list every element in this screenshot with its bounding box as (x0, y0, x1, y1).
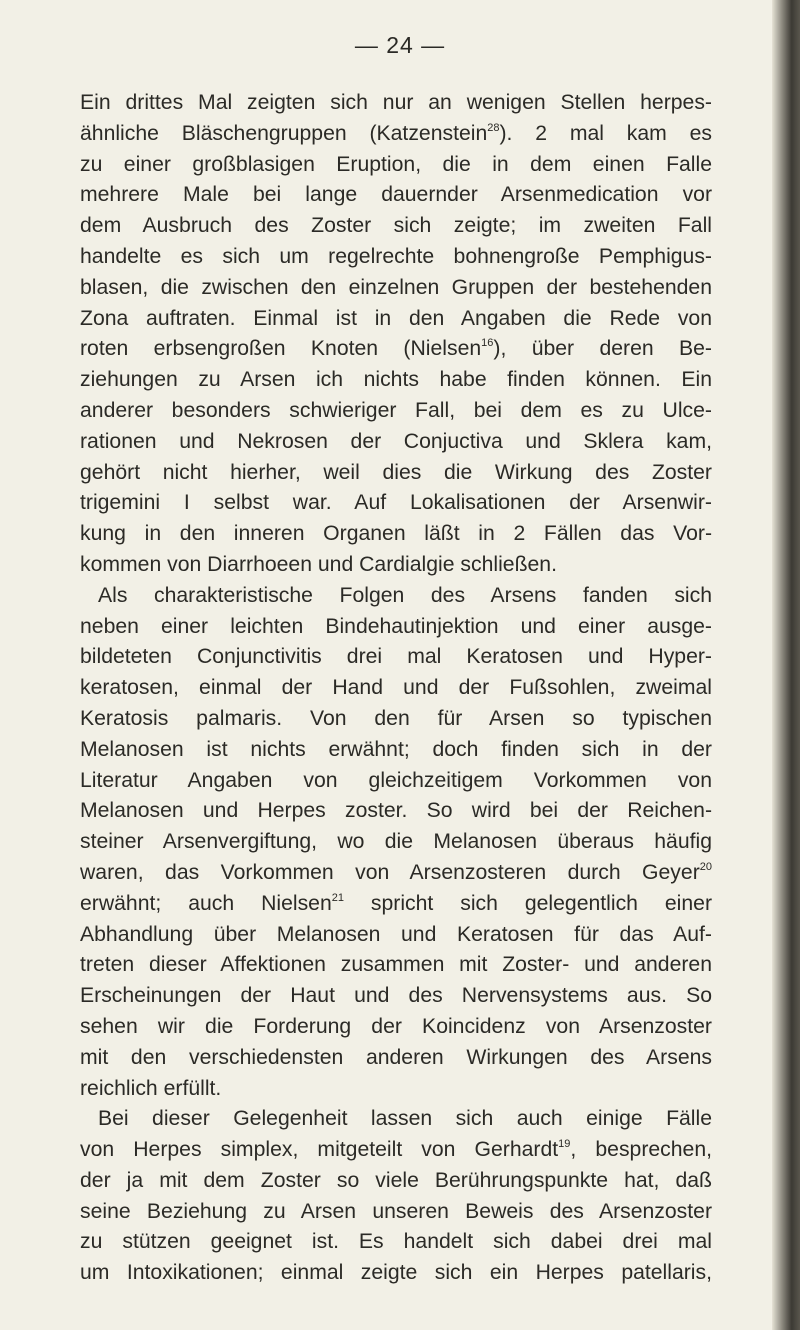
line-text-tail: ). 2 mal kam es (499, 121, 712, 145)
line-text: der ja mit dem Zoster so viele Berührungspunkte hat, daß (80, 1168, 712, 1192)
text-line (80, 211, 712, 242)
line-text: ziehungen zu Arsen ich nichts habe finden können. Ein (80, 368, 712, 392)
line-text: blasen, die zwischen den einzelnen Gruppen der bestehenden (80, 275, 712, 299)
line-text: anderer besonders schwieriger Fall, bei dem es zu Ulce- (80, 398, 712, 422)
line-text: erwähnt; auch Nielsen (80, 891, 332, 915)
text-line (80, 1012, 712, 1043)
line-text: roten erbsengroßen Knoten (Nielsen (80, 337, 482, 361)
line-text: von Herpes simplex, mitgeteilt von Gerhardt (80, 1138, 559, 1162)
line-text: neben einer leichten Bindehautinjektion und einer ausge- (80, 614, 712, 638)
line-text: zu einer großblasigen Eruption, die in dem einen Falle (80, 152, 712, 176)
page-number: — 24 — (354, 32, 446, 58)
text-line (80, 704, 712, 735)
text-line (80, 673, 712, 704)
text-line (80, 242, 712, 273)
text-line (80, 304, 712, 335)
line-text: waren, das Vorkommen von Arsenzosteren durch Geyer (80, 860, 700, 884)
text-line (80, 427, 712, 458)
line-text: Zona auftraten. Einmal ist in den Angaben die Rede von (80, 306, 712, 330)
text-line (80, 612, 712, 643)
text-line (80, 1258, 712, 1289)
line-text: gehört nicht hierher, weil dies die Wirkung des Zoster (80, 460, 712, 484)
line-text: treten dieser Affektionen zusammen mit Zoster- und anderen (80, 953, 712, 977)
footnote-ref: 21 (331, 891, 344, 904)
text-line (80, 950, 712, 981)
line-text: kommen von Diarrhoeen und Cardialgie schließen. (80, 552, 557, 576)
line-text-tail: spricht sich gelegentlich einer (343, 891, 712, 915)
line-text: rationen und Nekrosen der Conjuctiva und Sklera kam, (80, 429, 712, 453)
text-line (80, 735, 712, 766)
line-text: Literatur Angaben von gleichzeitigem Vorkommen von (80, 768, 712, 792)
text-line (80, 796, 712, 827)
line-text: Als charakteristische Folgen des Arsens fanden sich (98, 583, 712, 607)
text-line (80, 858, 712, 889)
text-line (80, 889, 712, 920)
line-text: zu stützen geeignet ist. Es handelt sich dabei drei mal (80, 1230, 712, 1254)
text-line (80, 273, 712, 304)
text-line (80, 1135, 712, 1166)
body-text (80, 88, 712, 1289)
text-line (80, 550, 712, 581)
footnote-ref: 19 (558, 1138, 571, 1151)
line-text: keratosen, einmal der Hand und der Fußsohlen, zweimal (80, 676, 712, 700)
line-text: handelte es sich um regelrechte bohnengroße Pemphigus- (80, 244, 712, 268)
text-line (80, 119, 712, 150)
text-line (80, 581, 712, 612)
text-line (80, 920, 712, 951)
line-text: dem Ausbruch des Zoster sich zeigte; im zweiten Fall (80, 214, 712, 238)
text-line (80, 458, 712, 489)
line-text: Melanosen und Herpes zoster. So wird bei der Reichen- (80, 799, 712, 823)
line-text: steiner Arsenvergiftung, wo die Melanosen überaus häufig (80, 830, 712, 854)
text-line (80, 1074, 712, 1105)
line-text: Ein drittes Mal zeigten sich nur an wenigen Stellen herpes- (80, 91, 712, 114)
line-text: sehen wir die Forderung der Koincidenz von Arsenzoster (80, 1014, 712, 1038)
text-line (80, 150, 712, 181)
line-text-tail: , besprechen, (570, 1138, 712, 1162)
page-edge-shadow (772, 0, 800, 1330)
line-text: trigemini I selbst war. Auf Lokalisationen der Arsenwir- (80, 491, 712, 515)
line-text: Keratosis palmaris. Von den für Arsen so typischen (80, 706, 712, 730)
text-line (80, 488, 712, 519)
text-line (80, 88, 712, 119)
line-text: Melanosen ist nichts erwähnt; doch finden sich in der (80, 737, 712, 761)
text-line (80, 1227, 712, 1258)
line-text: Abhandlung über Melanosen und Keratosen für das Auf- (80, 922, 712, 946)
line-text: ähnliche Bläschengruppen (Katzenstein (80, 121, 488, 145)
line-text: Bei dieser Gelegenheit lassen sich auch einige Fälle (98, 1107, 712, 1131)
footnote-ref: 28 (487, 121, 500, 134)
line-text: kung in den inneren Organen läßt in 2 Fällen das Vor- (80, 522, 712, 546)
line-text: seine Beziehung zu Arsen unseren Beweis des Arsenzoster (80, 1199, 712, 1223)
text-line (80, 396, 712, 427)
line-text: Erscheinungen der Haut und des Nervensystems aus. So (80, 984, 712, 1008)
text-line (80, 334, 712, 365)
line-text: mehrere Male bei lange dauernder Arsenmedication vor (80, 183, 712, 207)
text-line (80, 981, 712, 1012)
line-text: mit den verschiedensten anderen Wirkungen des Arsens (80, 1045, 712, 1069)
text-line (80, 519, 712, 550)
text-line (80, 365, 712, 396)
line-text-tail: ), über deren Be- (493, 337, 712, 361)
line-text: reichlich erfüllt. (80, 1076, 222, 1100)
text-line (80, 766, 712, 797)
footnote-ref: 16 (481, 337, 494, 350)
footnote-ref: 20 (699, 860, 712, 873)
text-line (80, 180, 712, 211)
line-text: bildeteten Conjunctivitis drei mal Keratosen und Hyper- (80, 645, 712, 669)
line-text: um Intoxikationen; einmal zeigte sich ein Herpes patellaris, (80, 1261, 712, 1285)
text-line (80, 642, 712, 673)
text-line (80, 1043, 712, 1074)
text-line (80, 1104, 712, 1135)
text-line (80, 1197, 712, 1228)
text-line (80, 1166, 712, 1197)
text-line (80, 827, 712, 858)
